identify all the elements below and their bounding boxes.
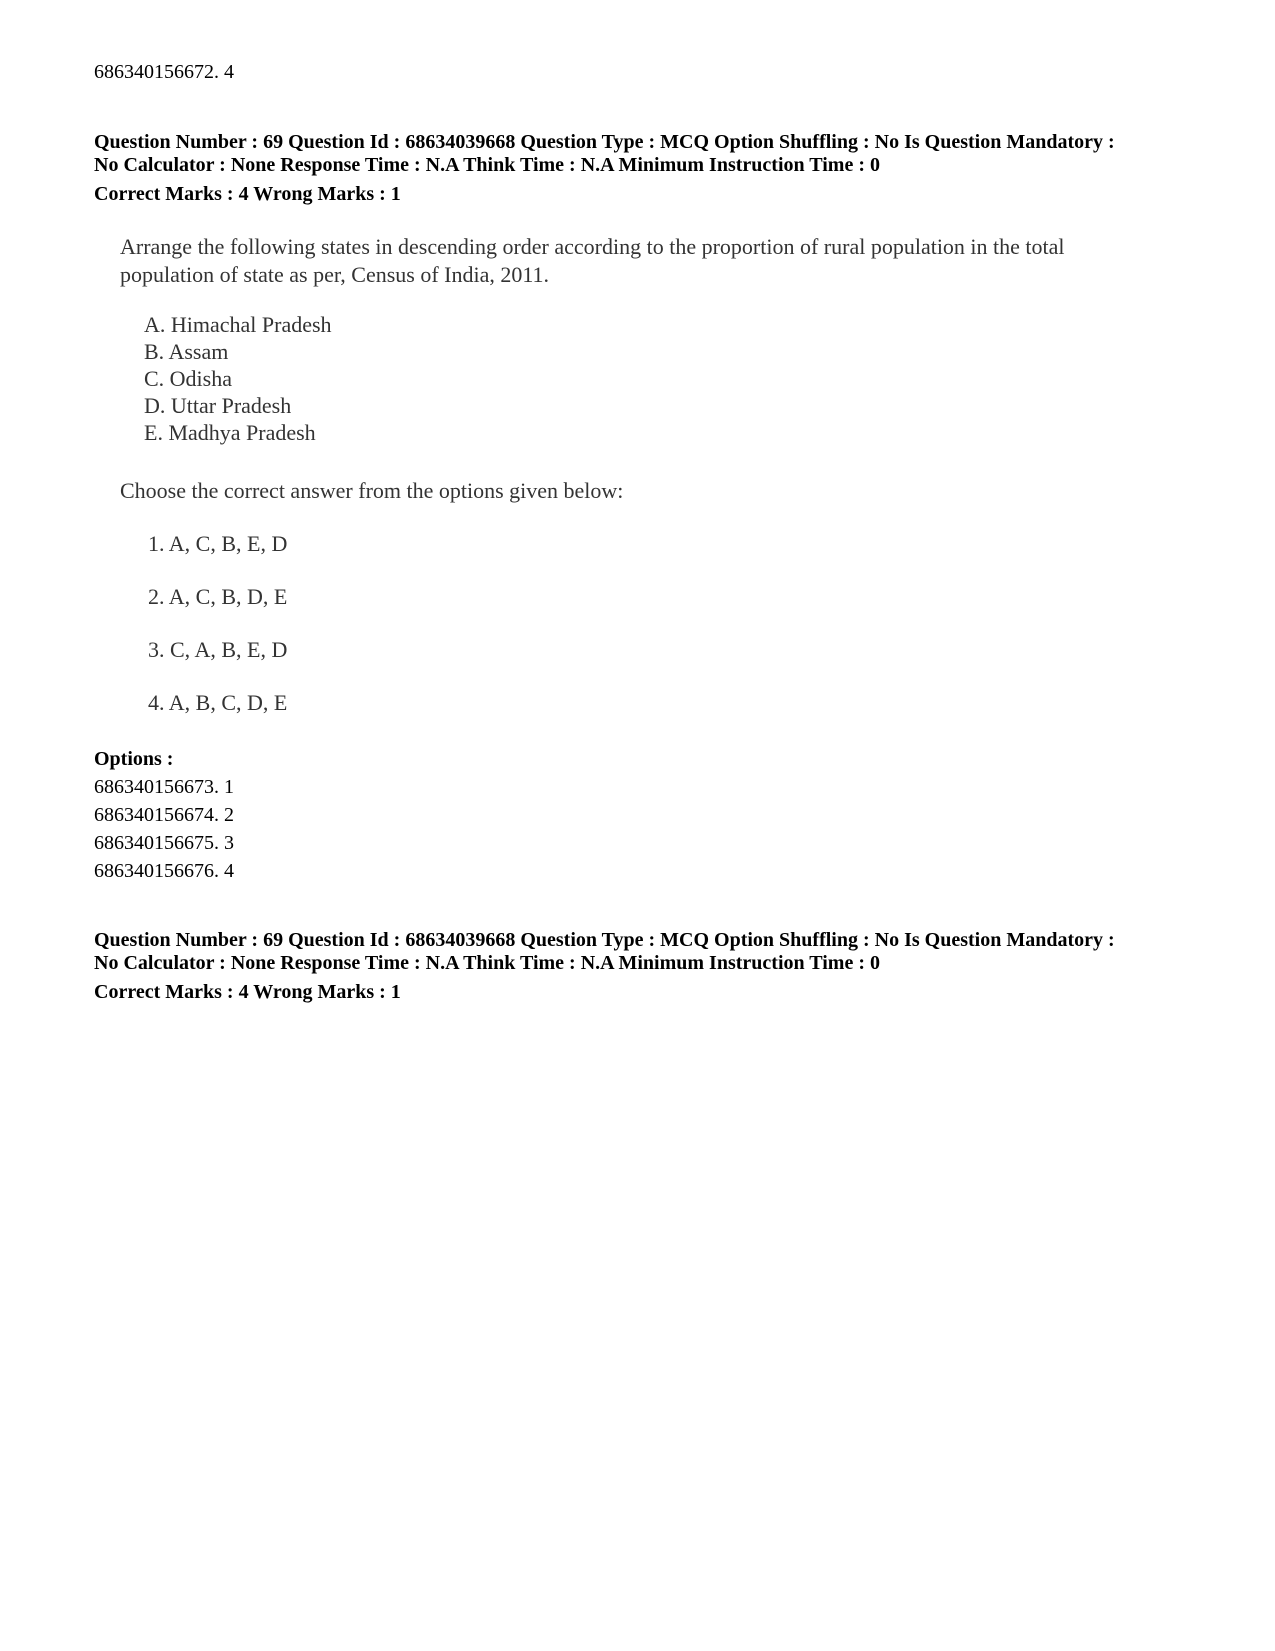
next-question-header-line-2: No Calculator : None Response Time : N.A Think Time : N.A Minimum Instruction Time : 0	[94, 952, 880, 974]
answer-choice: 3. C, A, B, E, D	[148, 637, 288, 662]
question-header-line-2: No Calculator : None Response Time : N.A Think Time : N.A Minimum Instruction Time : 0	[94, 154, 880, 176]
statement-item: B. Assam	[144, 339, 229, 364]
question-marks-line: Correct Marks : 4 Wrong Marks : 1	[94, 183, 401, 205]
option-item: 686340156676. 4	[94, 860, 234, 882]
question-header-line-1: Question Number : 69 Question Id : 68634039668 Question Type : MCQ Option Shuffling : No Is Question Mandatory :	[94, 131, 1115, 153]
statement-item: D. Uttar Pradesh	[144, 393, 292, 418]
option-item: 686340156675. 3	[94, 832, 234, 854]
statement-item: A. Himachal Pradesh	[144, 312, 332, 337]
choose-instruction: Choose the correct answer from the options given below:	[120, 478, 624, 503]
option-item: 686340156674. 2	[94, 804, 234, 826]
statement-item: C. Odisha	[144, 366, 232, 391]
next-question-header-line-1: Question Number : 69 Question Id : 68634039668 Question Type : MCQ Option Shuffling : No Is Question Mandatory :	[94, 929, 1115, 951]
previous-option-line: 686340156672. 4	[94, 61, 234, 83]
answer-choice: 1. A, C, B, E, D	[148, 531, 288, 556]
options-label: Options :	[94, 748, 174, 770]
statement-item: E. Madhya Pradesh	[144, 420, 316, 445]
question-stem: Arrange the following states in descending order according to the proportion of rural population in the total population of state as per, Census of India, 2011.	[120, 234, 1065, 287]
answer-choice: 2. A, C, B, D, E	[148, 584, 288, 609]
next-question-marks-line: Correct Marks : 4 Wrong Marks : 1	[94, 981, 401, 1003]
answer-choice: 4. A, B, C, D, E	[148, 690, 288, 715]
option-item: 686340156673. 1	[94, 776, 234, 798]
